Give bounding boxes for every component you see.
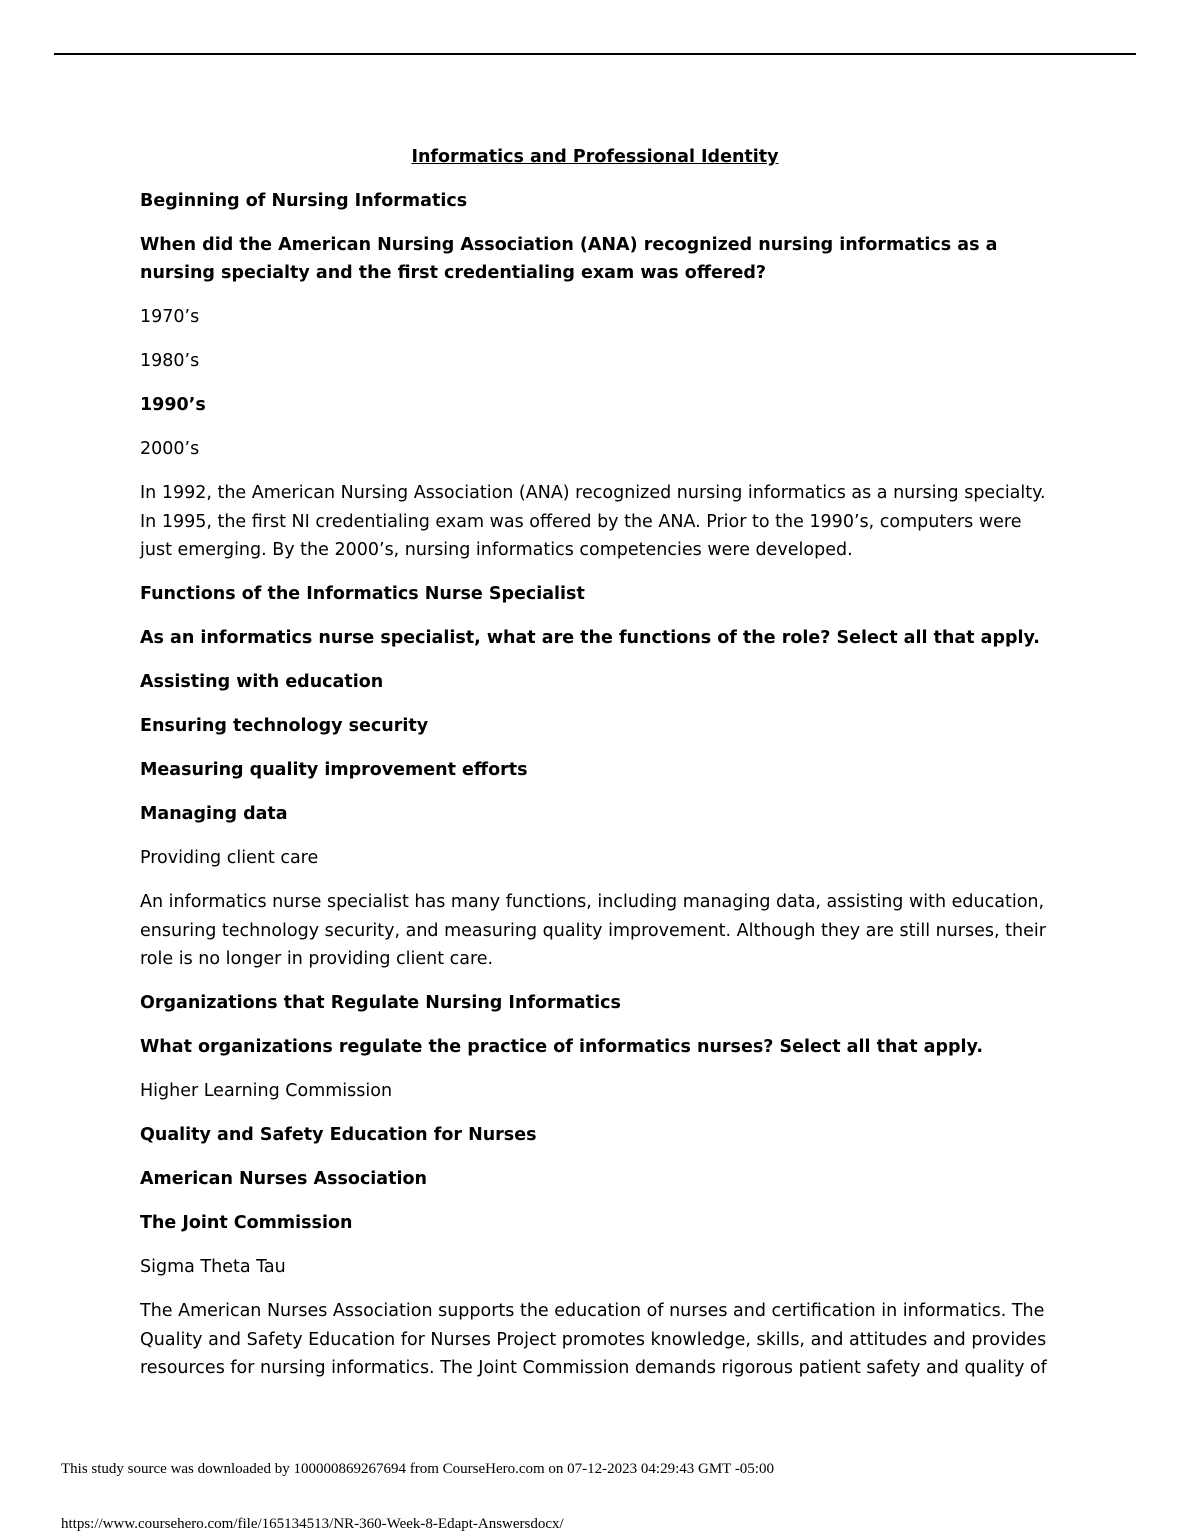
answer-option-correct: Quality and Safety Education for Nurses [140, 1125, 537, 1145]
answer-option: 1980’s [140, 351, 200, 371]
question-text: What organizations regulate the practice of informatics nurses? Select all that apply. [140, 1037, 983, 1057]
question-text: As an informatics nurse specialist, what are the functions of the role? Select all that apply. [140, 628, 1040, 648]
answer-option: Sigma Theta Tau [140, 1257, 286, 1277]
document-title: Informatics and Professional Identity [411, 147, 779, 167]
download-source-notice: This study source was downloaded by 100000869267694 from CourseHero.com on 07-12-2023 04:29:43 GMT -05:00 [61, 1461, 774, 1477]
header-rule [54, 53, 1136, 55]
answer-option-correct: 1990’s [140, 395, 206, 415]
answer-option-correct: Assisting with education [140, 672, 384, 692]
answer-option-correct: The Joint Commission [140, 1213, 353, 1233]
answer-option: 2000’s [140, 439, 200, 459]
answer-option: Providing client care [140, 848, 319, 868]
section-heading: Functions of the Informatics Nurse Specialist [140, 584, 585, 604]
rationale-text: In 1992, the American Nursing Association (ANA) recognized nursing informatics as a nursing specialty. In 1995, the first NI credentialing exam was offered by the ANA. Prior to the 1990’s, computers were just emerging. By the 2000’s, nursing informatics competencies were developed. [140, 483, 1046, 560]
section-heading: Organizations that Regulate Nursing Informatics [140, 993, 621, 1013]
rationale-text: The American Nurses Association supports the education of nurses and certification in informatics. The Quality and Safety Education for Nurses Project promotes knowledge, skills, and attitudes and provides resources for nursing informatics. The Joint Commission demands rigorous patient safety and quality of [140, 1301, 1047, 1378]
question-text: When did the American Nursing Association (ANA) recognized nursing informatics as a nursing specialty and the first credentialing exam was offered? [140, 234, 998, 283]
section-heading: Beginning of Nursing Informatics [140, 190, 468, 211]
rationale-text: An informatics nurse specialist has many functions, including managing data, assisting with education, ensuring technology security, and measuring quality improvement. Although they are still nurses, their role is no longer in providing client care. [140, 892, 1046, 969]
source-url[interactable]: https://www.coursehero.com/file/165134513/NR-360-Week-8-Edapt-Answersdocx/ [61, 1516, 564, 1532]
answer-option-correct: Ensuring technology security [140, 716, 429, 736]
answer-option-correct: Measuring quality improvement efforts [140, 760, 528, 780]
answer-option: Higher Learning Commission [140, 1081, 393, 1101]
answer-option-correct: Managing data [140, 804, 288, 824]
answer-option: 1970’s [140, 307, 200, 327]
document-body [140, 143, 1050, 1398]
answer-option-correct: American Nurses Association [140, 1169, 427, 1189]
